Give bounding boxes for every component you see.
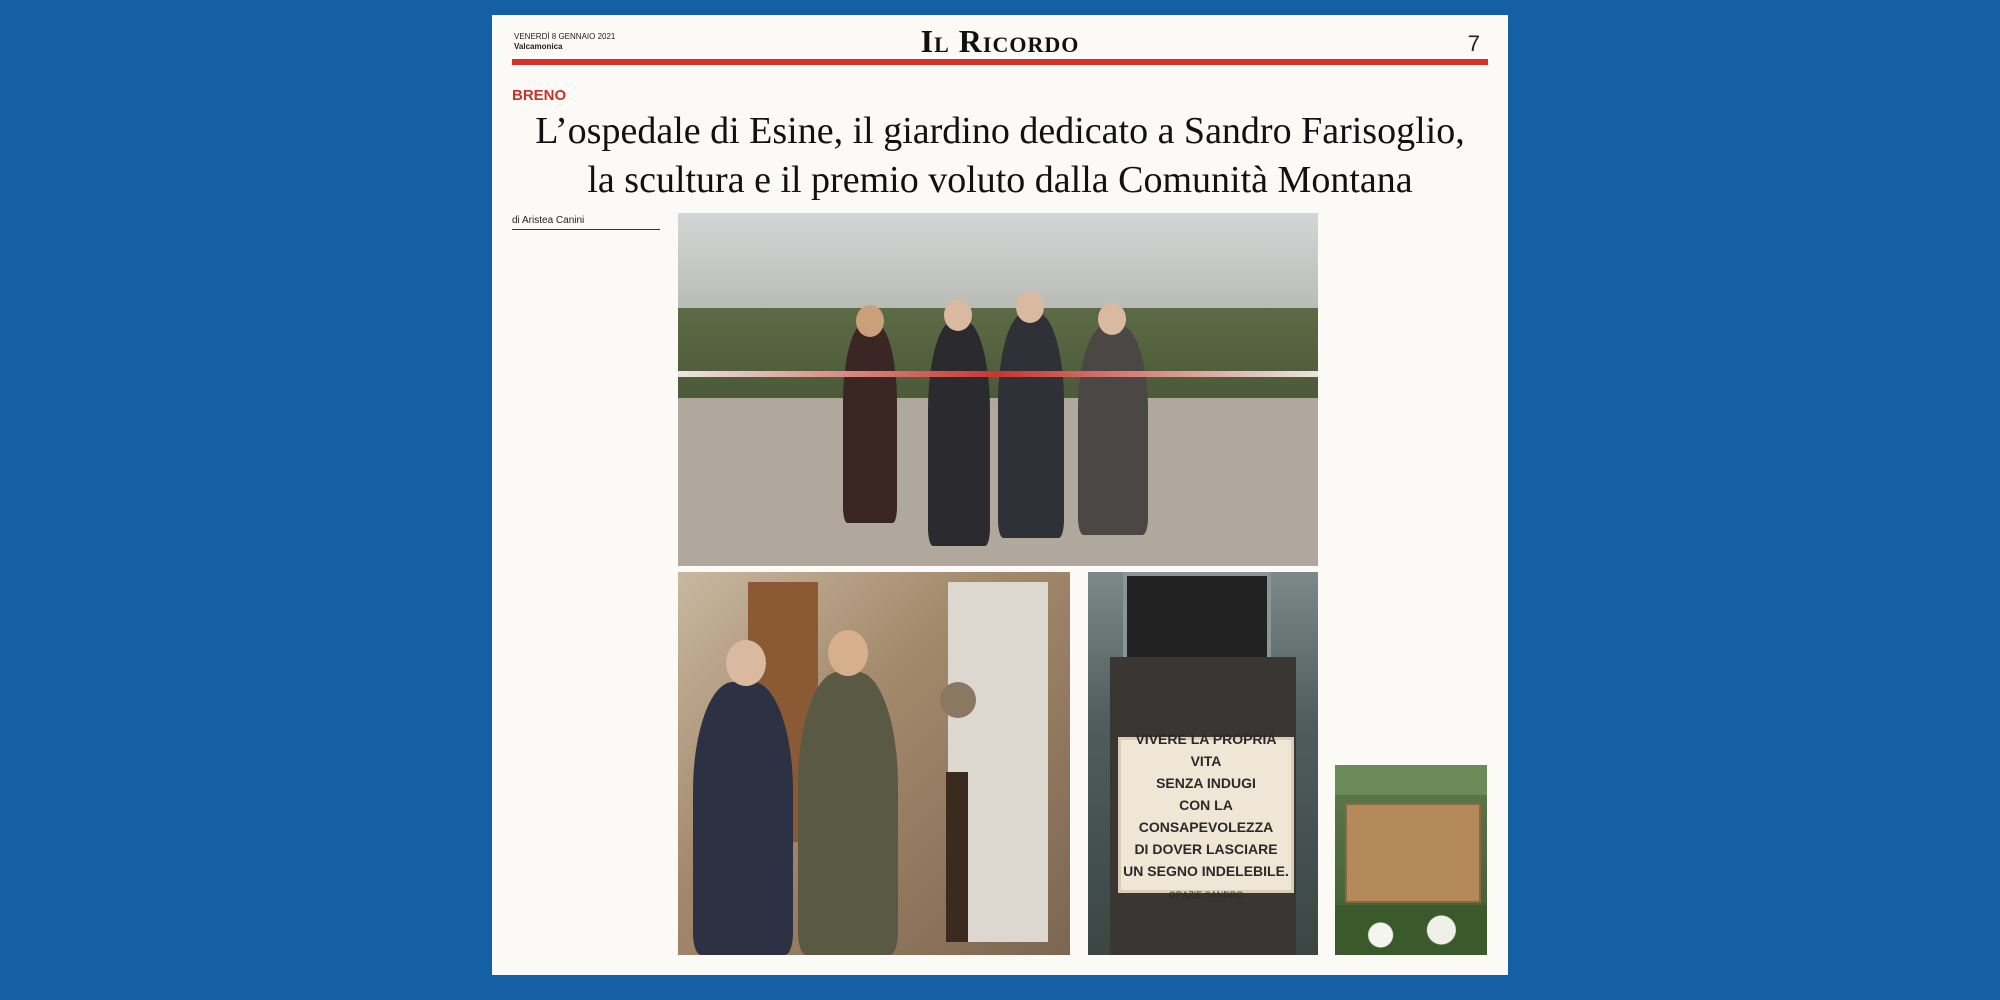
person-man-1 [928,321,990,546]
person-older-man [693,682,793,955]
article-column-2 [1332,215,1482,775]
section-label: BRENO [512,87,567,104]
plaque-signature: GRAZIE SANDRO [1168,890,1244,900]
white-flowers [1335,905,1487,955]
masthead-region: Valcamonica [514,42,563,51]
plaque-line-1: VIVERE LA PROPRIA VITA [1135,731,1277,769]
person-head [856,305,884,337]
person-young-man [798,672,898,955]
newspaper-page [492,15,1508,975]
person-head [726,640,766,686]
person-head [944,299,972,331]
newspaper-title: Il Ricordo [920,23,1080,59]
foliage [1335,765,1487,795]
ribbon-cutting-photo [678,213,1318,566]
byline: di Aristea Canini [512,215,660,230]
plaque-line-3: CON LA CONSAPEVOLEZZA [1138,797,1274,835]
sky [678,213,1318,308]
person-head [828,630,868,676]
tricolor-ribbon [678,371,1318,377]
person-man-2 [998,313,1064,538]
sculpture-pedestal [946,772,968,942]
person-woman [843,323,897,523]
person-head [1098,303,1126,335]
masthead-date: VENERDÌ 8 GENNAIO 2021 [514,32,616,41]
headline-line-1: L’ospedale di Esine, il giardino dedicato a Sandro Farisoglio, [535,110,1465,152]
person-man-3 [1078,325,1148,535]
memorial-plaque-photo [1088,572,1318,955]
headline [512,107,1488,205]
metal-sculpture [1123,572,1271,670]
masthead-rule [512,59,1488,65]
plaque-line-5: UN SEGNO INDELEBILE. [1123,863,1289,879]
bronze-plaque [1345,803,1481,903]
article-column-1 [512,235,660,975]
garden-plaque-photo [1335,765,1487,955]
plaque-line-4: DI DOVER LASCIARE [1134,841,1278,857]
sculpture-donors-photo [678,572,1070,955]
sculpture-orb [940,682,976,718]
page-number: 7 [1467,31,1480,56]
headline-line-2: la scultura e il premio voluto dalla Comunità Montana [587,159,1413,201]
memorial-plaque [1118,731,1294,900]
plaque-line-2: SENZA INDUGI [1156,775,1256,791]
person-head [1016,291,1044,323]
